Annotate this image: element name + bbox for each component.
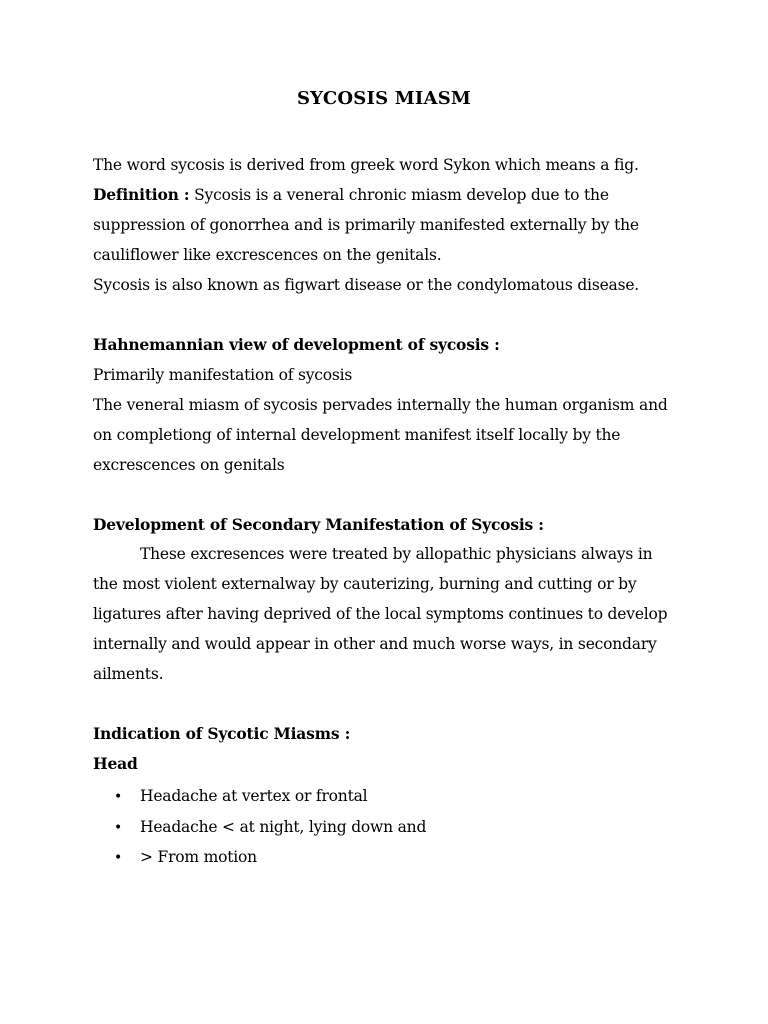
indication-heading: Indication of Sycotic Miasms :	[93, 724, 351, 743]
list-item	[114, 781, 367, 811]
secondary-line-4: internally and would appear in other and much worse ways, in secondary	[93, 635, 657, 653]
primary-line: Primarily manifestation of sycosis	[93, 366, 353, 384]
secondary-line-3: ligatures after having deprived of the local symptoms continues to develop	[93, 605, 668, 623]
veneral-line-2: on completiong of internal development manifest itself locally by the	[93, 426, 621, 444]
definition-line	[93, 180, 609, 210]
bullet-icon: •	[114, 789, 123, 805]
bullet-icon: •	[114, 850, 123, 866]
veneral-line-3: excrescences on genitals	[93, 456, 285, 474]
list-item-text: Headache < at night, lying down and	[140, 818, 427, 836]
head-heading: Head	[93, 754, 138, 773]
list-item	[114, 812, 426, 842]
page-title: SYCOSIS MIASM	[296, 88, 472, 109]
secondary-line-5: ailments.	[93, 665, 164, 683]
list-item-text: Headache at vertex or frontal	[140, 787, 368, 805]
definition-line-2: suppression of gonorrhea and is primarily manifested externally by the	[93, 216, 639, 234]
veneral-line-1: The veneral miasm of sycosis pervades internally the human organism and	[93, 396, 668, 414]
bullet-icon: •	[114, 820, 123, 836]
also-known-line: Sycosis is also known as figwart disease or the condylomatous disease.	[93, 276, 640, 294]
list-item-text: > From motion	[140, 848, 257, 866]
hahnemannian-heading: Hahnemannian view of development of sycosis :	[93, 335, 500, 354]
definition-text: Sycosis is a veneral chronic miasm develop due to the	[189, 186, 609, 204]
secondary-heading: Development of Secondary Manifestation of Sycosis :	[93, 515, 544, 534]
secondary-line-2: the most violent externalway by cauterizing, burning and cutting or by	[93, 575, 637, 593]
list-item	[114, 842, 257, 872]
definition-label: Definition :	[93, 185, 190, 204]
definition-line-3: cauliflower like excrescences on the genitals.	[93, 246, 442, 264]
intro-line: The word sycosis is derived from greek word Sykon which means a fig.	[93, 156, 639, 174]
secondary-line-1: These excresences were treated by allopathic physicians always in	[140, 545, 653, 563]
